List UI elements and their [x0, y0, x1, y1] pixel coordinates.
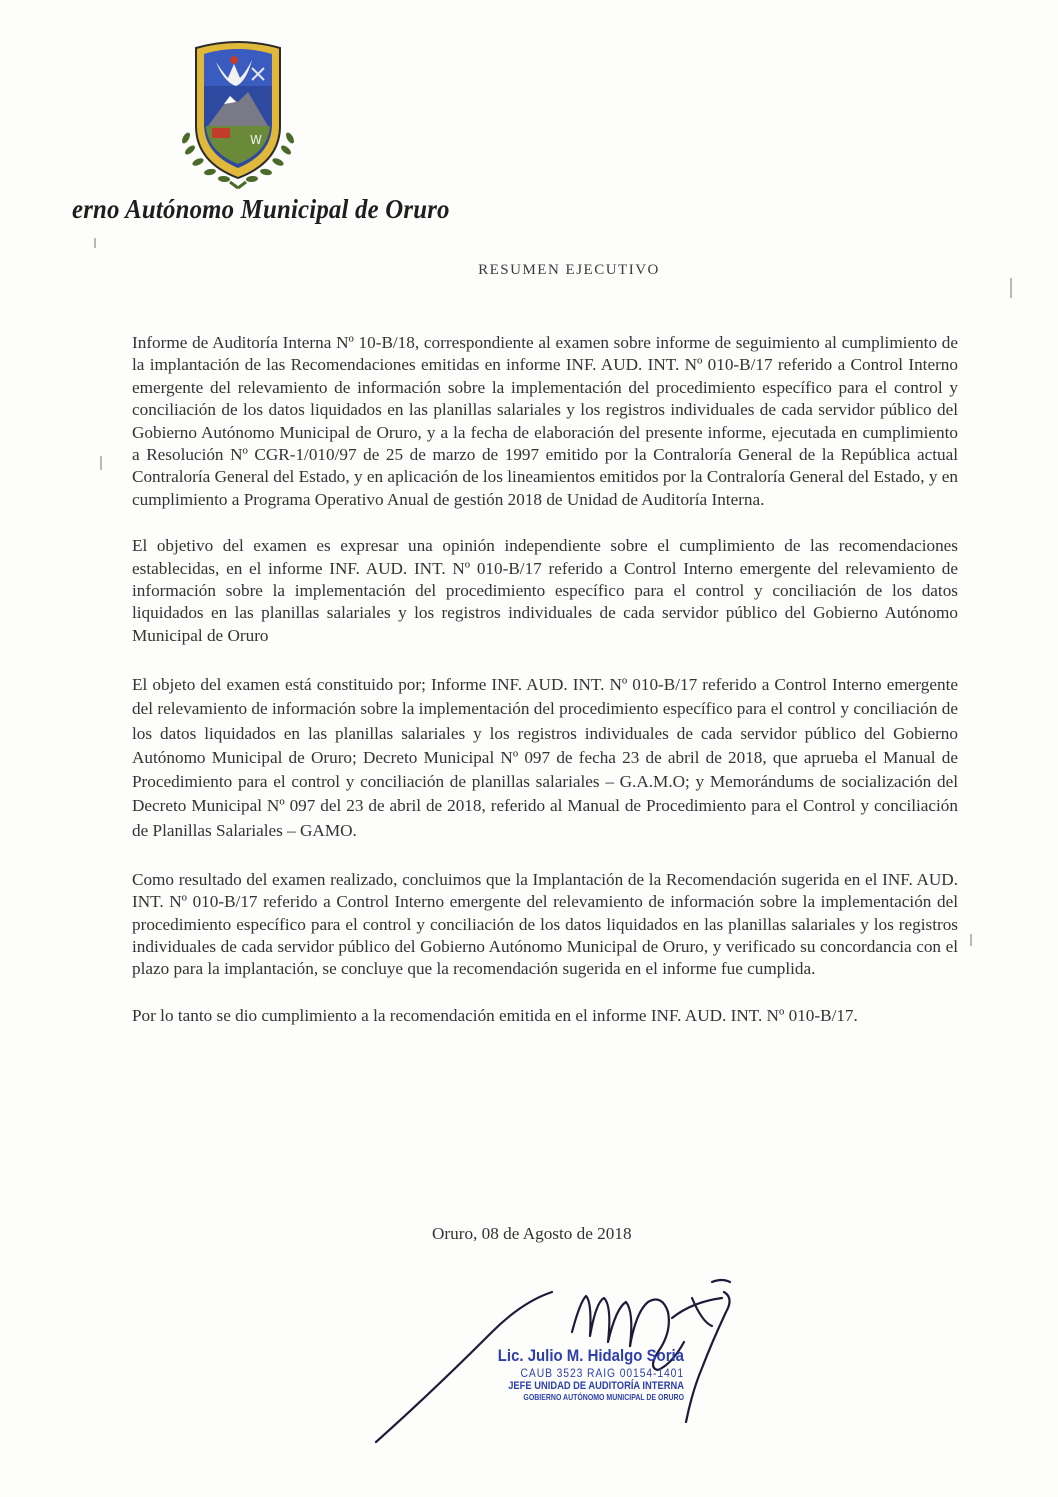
- stamp-organization: GOBIERNO AUTÓNOMO MUNICIPAL DE ORURO: [523, 1392, 684, 1402]
- scan-speck: [94, 238, 96, 248]
- document-body: [132, 332, 958, 1051]
- paragraph-introduction: Informe de Auditoría Interna Nº 10-B/18, correspondiente al examen sobre informe de seguimiento al cumplimiento de la implantación de las Recomendaciones emitidas en informe INF. AUD. INT. Nº 010-B/17 referido a Control Interno emergente del relevamiento de información sobre la implementación del procedimiento específico para el control y conciliación de los datos liquidados en las planillas salariales y los registros individuales de cada servidor público del Gobierno Autónomo Municipal de Oruro, y a la fecha de elaboración del presente informe, ejecutada en cumplimiento a Resolución Nº CGR-1/010/97 de 25 de marzo de 1997 emitido por la Contraloría General de la República actual Contraloría General del Estado, y en aplicación de los lineamientos emitidos por la Contraloría General del Estado, y en cumplimiento a Programa Operativo Anual de gestión 2018 de Unidad de Auditoría Interna.: [132, 333, 958, 509]
- stamp-registration: CAUB 3523 RAIG 00154-1401: [520, 1368, 684, 1380]
- institution-name: erno Autónomo Municipal de Oruro: [72, 194, 450, 224]
- paragraph-object: El objeto del examen está constituido por; Informe INF. AUD. INT. Nº 010-B/17 referido a Control Interno emergente del relevamiento de información sobre la implementación del procedimiento específico para el control y conciliación de los datos liquidados en las planillas salariales y los registros individuales de cada servidor público del Gobierno Autónomo Municipal de Oruro; Decreto Municipal Nº 097 de fecha 23 de abril de 2018, que aprueba el Manual de Procedimiento para el control y conciliación de planillas salariales – G.A.M.O; y Memorándums de socialización del Decreto Municipal Nº 097 del 23 de abril de 2018, referido al Manual de Procedimiento para el Control y conciliación de Planillas Salariales – GAMO.: [132, 675, 958, 840]
- stamp-signatory-name: Lic. Julio M. Hidalgo Soria: [497, 1346, 684, 1365]
- document-title-text: RESUMEN EJECUTIVO: [478, 262, 660, 278]
- document-title: [0, 262, 1058, 279]
- official-stamp: [466, 1346, 684, 1402]
- place-and-date: Oruro, 08 de Agosto de 2018: [432, 1224, 632, 1243]
- scan-speck: [100, 456, 102, 470]
- svg-text:W: W: [250, 133, 262, 147]
- scan-speck: [970, 934, 972, 946]
- stamp-role: JEFE UNIDAD DE AUDITORÍA INTERNA: [508, 1380, 684, 1392]
- paragraph-result: Como resultado del examen realizado, concluimos que la Implantación de la Recomendación sugerida en el INF. AUD. INT. Nº 010-B/17 referido a Control Interno emergente del relevamiento de información sobre la implementación del procedimiento específico para el control y conciliación de los datos liquidados en las planillas salariales y los registros individuales de cada servidor público del Gobierno Autónomo Municipal de Oruro, y verificado su concordancia con el plazo para la implantación, se concluye que la recomendación sugerida en el informe fue cumplida.: [132, 869, 958, 979]
- paragraph-objective: El objetivo del examen es expresar una opinión independiente sobre el cumplimiento de las recomendaciones establecidas, en el informe INF. AUD. INT. Nº 010-B/17 referido a Control Interno emergente del relevamiento de información sobre la implementación del procedimiento específico para el control y conciliación de los datos liquidados en las planillas salariales y los registros individuales de cada servidor público del Gobierno Autónomo Municipal de Oruro: [132, 536, 958, 645]
- municipal-crest-logo: [168, 30, 308, 200]
- paragraph-conclusion: Por lo tanto se dio cumplimiento a la recomendación emitida en el informe INF. AUD. INT. Nº 010-B/17.: [132, 1005, 858, 1025]
- scan-speck: [1010, 278, 1012, 298]
